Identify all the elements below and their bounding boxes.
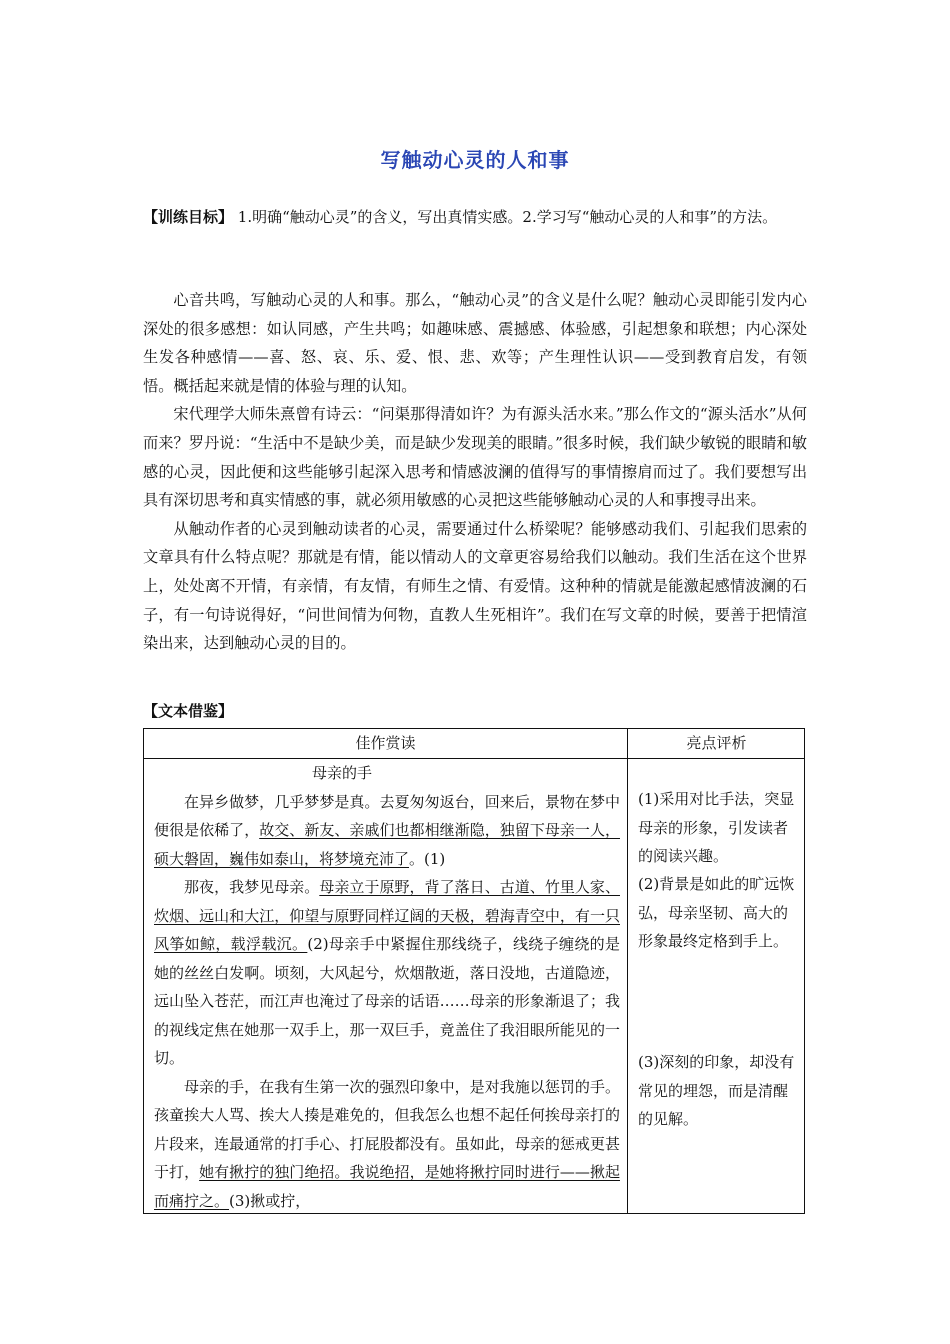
essay-p1-underlined: 故交、新友、亲戚们也都相继渐隐，独留下母亲一人，硕大磐固，巍伟如泰山，将梦境充沛了 xyxy=(154,821,620,868)
essay-paragraph-3 xyxy=(154,1073,620,1216)
essay-p1-text: 在异乡做梦，几乎梦梦是真。去夏匆匆返台，回来后，景物在梦中便很是依稀了， xyxy=(154,792,620,839)
essay-paragraph-2 xyxy=(154,873,620,1073)
essay-title: 母亲的手 xyxy=(311,764,372,782)
intro-paragraph-3: 从触动作者的心灵到触动读者的心灵，需要通过什么桥梁呢？能够感动我们、引起我们思索的文章具有什么特点呢？那就是有情，能以情动人的文章更容易给我们以触动。我们生活在这个世界上，处处离不开情，有亲情，有友情，有师生之情、有爱情。这种种的情就是能激起感情波澜的石子，有一句诗说得好，“问世间情为何物，直教人生死相许”。我们在写文章的时候，要善于把情渲染出来，达到触动心灵的目的。 xyxy=(143,519,807,653)
comment-3: (3)深刻的印象，却没有常见的埋怨，而是清醒的见解。 xyxy=(638,1053,795,1128)
essay-p3-underlined: 她有揪拧的独门绝招。我说绝招，是她将揪拧同时进行——揪起而痛拧之。 xyxy=(154,1163,620,1210)
essay-p2-text: 那夜，我梦见母亲。 xyxy=(184,878,320,896)
section-label: 【文本借鉴】 xyxy=(143,702,234,720)
intro-section xyxy=(143,286,807,658)
intro-paragraph-2: 宋代理学大师朱熹曾有诗云：“问渠那得清如许？为有源头活水来。”那么作文的“源头活水”从何而来？罗丹说：“生活中不是缺少美，而是缺少发现美的眼睛。”很多时候，我们缺少敏锐的眼睛和敏感的心灵，因此便和这些能够引起深入思考和情感波澜的值得写的事情擦肩而过了。我们要想写出具有深切思考和真实情感的事，就必须用敏感的心灵把这些能够触动心灵的人和事搜寻出来。 xyxy=(143,405,807,510)
essay-p3-rest: (3)揪或拧， xyxy=(229,1191,311,1210)
header-essay: 佳作赏读 xyxy=(355,734,416,752)
column-divider xyxy=(627,729,628,1213)
essay-paragraph-1 xyxy=(154,788,620,874)
comment-2: (2)背景是如此的旷远恢弘，母亲坚韧、高大的形象最终定格到手上。 xyxy=(638,875,795,950)
essay-p2-rest: (2)母亲手中紧握住那线绕子，线绕子缠绕的是她的丝丝白发啊。顷刻，大风起兮，炊烟散逝，落日没地，古道隐迹，远山坠入苍茫，而江声也淹过了母亲的话语……母亲的形象渐退了；我的视线定焦在她那一双手上，那一双巨手，竟盖住了我泪眼所能见的一切。 xyxy=(154,935,620,1067)
training-goal-text: 1.明确“触动心灵”的含义，写出真情实感。2.学习写“触动心灵的人和事”的方法。 xyxy=(233,208,778,226)
intro-paragraph-1: 心音共鸣，写触动心灵的人和事。那么，“触动心灵”的含义是什么呢？触动心灵即能引发内心深处的很多感想：如认同感，产生共鸣；如趣味感、震撼感、体验感，引起想象和联想；内心深处生发各种感情——喜、怒、哀、乐、爱、恨、悲、欢等；产生理性认识——受到教育启发，有领悟。概括起来就是情的体验与理的认知。 xyxy=(143,291,807,395)
essay-column xyxy=(154,759,620,1215)
essay-p1-marker: 。(1) xyxy=(409,849,446,868)
essay-p2-underlined: 母亲立于原野，背了落日、古道、竹里人家、炊烟、远山和大江，仰望与原野同样辽阔的天极，碧海青空中，有一只风筝如鲸，载浮载沉。 xyxy=(154,878,620,953)
page-title: 写触动心灵的人和事 xyxy=(380,148,570,172)
comment-1: (1)采用对比手法，突显母亲的形象，引发读者的阅读兴趣。 xyxy=(638,790,795,865)
training-goal xyxy=(143,204,807,231)
reading-table xyxy=(143,728,805,1214)
training-goal-tag: 【训练目标】 xyxy=(143,208,234,226)
essay-p3-text: 母亲的手，在我有生第一次的强烈印象中，是对我施以惩罚的手。孩童挨大人骂、挨大人揍是难免的，但我怎么也想不起任何挨母亲打的片段来，连最通常的打手心、打屁股都没有。虽如此，母亲的惩戒更甚于打， xyxy=(154,1077,620,1181)
header-comments: 亮点评析 xyxy=(686,734,747,752)
